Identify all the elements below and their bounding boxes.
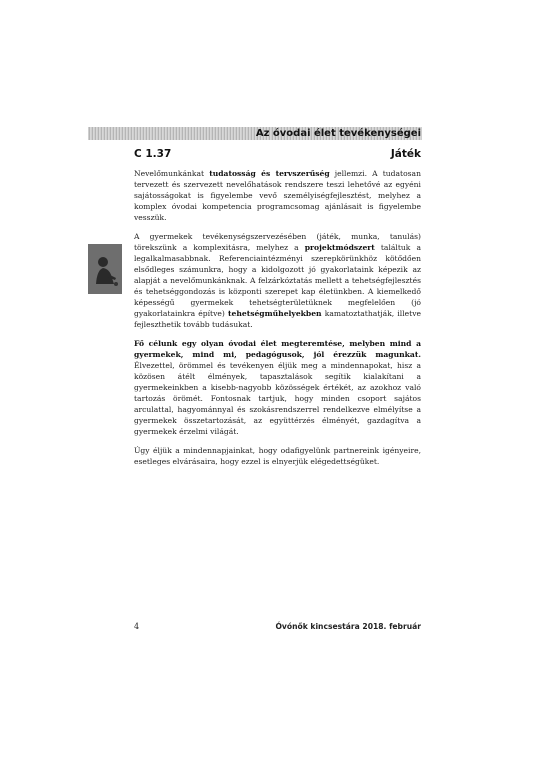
journal-title: Óvónők kincsestára 2018. február — [275, 622, 421, 631]
paragraph-2 — [134, 231, 421, 330]
paragraph-3 — [134, 338, 421, 437]
text-span: A gyermekek tevékenységszervezésében (játék, munka, tanulás) törekszünk a komplexitásra, melyhez a — [134, 232, 421, 252]
text-span: jellemzi. A tudatosan tervezett és szervezett nevelőhatások rendszere teszi lehetővé az egyéni sajátosságokat is figyelembe vevő személyiségfejlesztést, melyhez a komplex óvodai kompetencia programcsomag ajánlásait is figyelembe vesszük. — [134, 169, 421, 222]
page-number: 4 — [134, 622, 140, 631]
document-category: Játék — [390, 148, 421, 160]
text-span: Nevelőmunkánkat — [134, 169, 210, 178]
paragraph-4 — [134, 445, 421, 467]
child-silhouette-icon — [88, 244, 122, 294]
document-code: C 1.37 — [134, 148, 172, 160]
body-text — [134, 168, 421, 475]
bold-span: tudatosság és tervszerűség — [209, 169, 330, 178]
bold-span: Fő célunk egy olyan óvodai élet megteremtése, melyben mind a gyermekek, mind mi, pedagógusok, jól érezzük magunkat. — [134, 339, 421, 359]
text-span: kamatoztathatják, illetve fejleszthetik tovább tudásukat. — [134, 309, 421, 329]
child-playing-image — [88, 244, 122, 294]
text-span: Úgy éljük a mindennapjainkat, hogy odafigyelünk partnereink igényeire, esetleges elvárásaira, hogy ezzel is elnyerjük elégedettségüket. — [134, 446, 421, 466]
text-span: Élvezettel, örömmel és tevékenyen éljük meg a mindennapokat, hisz a közösen átélt élmények, tapasztalások segítik kialakítani a gyermekeinkben a kisebb-nagyobb közösségek értékét, az azokhoz való tartozás örömét. Fontosnak tartjuk, hogy minden csoport sajátos arculattal, hagyománnyal és szokásrendszerrel rendelkezve elmélyítse a gyermekek összetartozását, az együttérzés élményét, gazdagítva a gyermekek érzelmi világát. — [134, 361, 421, 436]
section-title: Az óvodai élet tevékenységei — [255, 128, 421, 139]
paragraph-1 — [134, 168, 421, 223]
text-span: találtuk a legalkalmasabbnak. Referenciaintézményi szerepkörünkhöz kötődően elsődleges számunkra, hogy a kidolgozott jó gyakorlataink képezik az alapját a nevelőmunkánknak. A felzárkóztatás mellett a tehetségfejlesztés és tehetséggondozás is központi szerepet kap életünkben. A kiemelkedő képességű gyermekek tehetségterületüknek megfelelően (jó gyakorlatainkra építve) — [134, 243, 421, 318]
bold-span: tehetségműhelyekben — [228, 309, 322, 318]
bold-span: projektmódszert — [304, 243, 375, 252]
